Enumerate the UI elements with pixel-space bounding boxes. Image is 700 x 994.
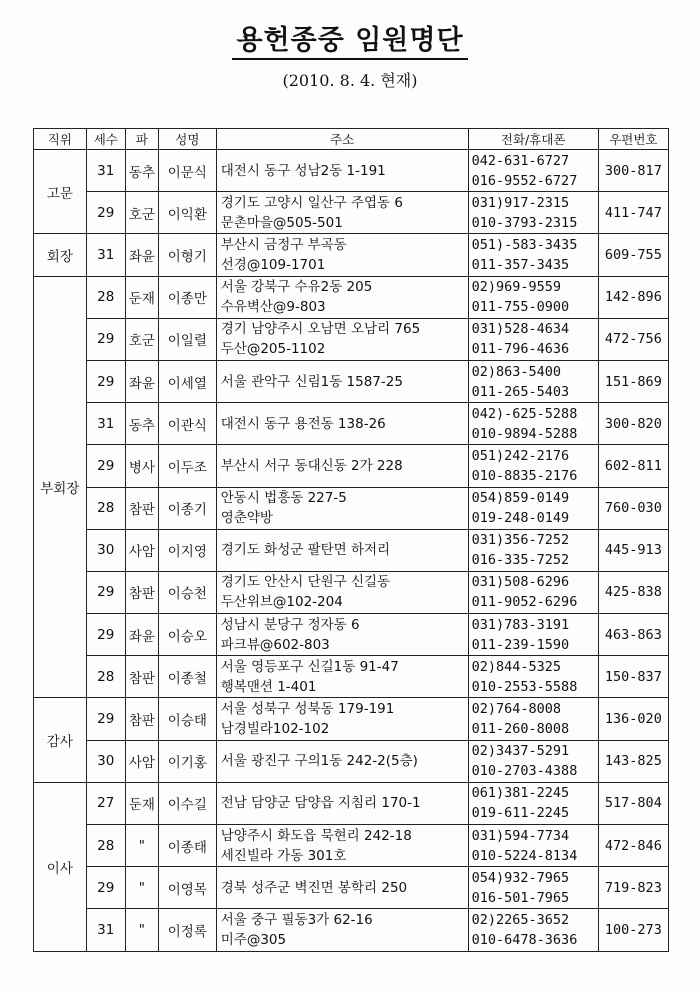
mobile-number: 010-5224-8134 <box>471 847 578 864</box>
phone-number: 02)3437-5291 <box>471 743 570 760</box>
zipcode-cell: 425-838 <box>598 571 668 613</box>
name-cell: 이종철 <box>158 656 216 698</box>
faction-cell: 참판 <box>125 571 158 613</box>
phone-cell <box>468 487 598 529</box>
mobile-number: 010-2553-5588 <box>471 678 578 695</box>
address-line: 서울 관악구 신림1동 1587-25 <box>220 373 403 390</box>
phone-number: 031)594-7734 <box>471 827 570 844</box>
name-cell: 이승천 <box>158 571 216 613</box>
mobile-number: 011-265-5403 <box>471 383 570 400</box>
address-cell <box>216 150 468 192</box>
mobile-number: 016-501-7965 <box>471 889 570 906</box>
faction-cell: " <box>125 909 158 951</box>
faction-cell: 참판 <box>125 656 158 698</box>
address-line: 행복맨션 1-401 <box>220 678 317 695</box>
phone-cell <box>468 825 598 867</box>
address-cell <box>216 782 468 824</box>
address-line: 부산시 금정구 부곡동 <box>220 236 347 253</box>
zipcode-cell: 472-756 <box>598 318 668 360</box>
address-cell <box>216 825 468 867</box>
table-row <box>34 360 669 402</box>
generation-cell: 28 <box>86 825 125 867</box>
zipcode-cell: 150-837 <box>598 656 668 698</box>
phone-number: 031)528-4634 <box>471 321 570 338</box>
name-cell: 이기홍 <box>158 740 216 782</box>
mobile-number: 016-9552-6727 <box>471 172 578 189</box>
address-line: 서울 광진구 구의1동 242-2(5층) <box>220 753 418 770</box>
address-line: 경기도 화성군 팔탄면 하저리 <box>220 542 391 559</box>
mobile-number: 010-6478-3636 <box>471 931 578 948</box>
generation-cell: 31 <box>86 909 125 951</box>
name-cell: 이지영 <box>158 529 216 571</box>
table-row <box>34 487 669 529</box>
mobile-number: 019-248-0149 <box>471 510 570 527</box>
address-cell <box>216 909 468 951</box>
faction-cell: 좌윤 <box>125 234 158 276</box>
phone-number: 02)863-5400 <box>471 363 562 380</box>
name-cell: 이수길 <box>158 782 216 824</box>
table-row <box>34 234 669 276</box>
mobile-number: 011-239-1590 <box>471 636 570 653</box>
generation-cell: 29 <box>86 571 125 613</box>
phone-number: 054)932-7965 <box>471 869 570 886</box>
zipcode-cell: 300-817 <box>598 150 668 192</box>
name-cell: 이종태 <box>158 825 216 867</box>
faction-cell: 호군 <box>125 192 158 234</box>
table-row <box>34 909 669 951</box>
name-cell: 이영목 <box>158 867 216 909</box>
address-line: 두산위브@102-204 <box>220 594 343 611</box>
mobile-number: 011-9052-6296 <box>471 594 578 611</box>
zipcode-cell: 300-820 <box>598 403 668 445</box>
faction-cell: " <box>125 867 158 909</box>
address-line: 대전시 동구 용전동 138-26 <box>220 415 386 432</box>
zipcode-cell: 142-896 <box>598 276 668 318</box>
address-line: 남양주시 화도읍 묵현리 242-18 <box>220 827 412 844</box>
generation-cell: 28 <box>86 276 125 318</box>
generation-cell: 29 <box>86 698 125 740</box>
zipcode-cell: 463-863 <box>598 614 668 656</box>
zipcode-cell: 609-755 <box>598 234 668 276</box>
address-cell <box>216 318 468 360</box>
table-row <box>34 150 669 192</box>
officer-roster-table <box>33 128 669 952</box>
address-cell <box>216 403 468 445</box>
document-title: 용헌종중 임원명단 <box>0 18 700 60</box>
mobile-number: 010-9894-5288 <box>471 425 578 442</box>
address-line: 파크뷰@602-803 <box>220 636 330 653</box>
phone-number: 031)917-2315 <box>471 194 570 211</box>
generation-cell: 29 <box>86 192 125 234</box>
name-cell: 이승오 <box>158 614 216 656</box>
zipcode-cell: 602-811 <box>598 445 668 487</box>
generation-cell: 29 <box>86 614 125 656</box>
phone-number: 042)-625-5288 <box>471 405 578 422</box>
phone-cell <box>468 403 598 445</box>
address-line: 경기 남양주시 오남면 오남리 765 <box>220 321 421 338</box>
header-name: 성명 <box>158 129 216 150</box>
mobile-number: 019-611-2245 <box>471 805 570 822</box>
name-cell: 이정록 <box>158 909 216 951</box>
phone-cell <box>468 276 598 318</box>
position-cell: 부회장 <box>34 276 87 698</box>
faction-cell: 사암 <box>125 740 158 782</box>
table-row <box>34 614 669 656</box>
phone-number: 031)508-6296 <box>471 574 570 591</box>
mobile-number: 016-335-7252 <box>471 552 570 569</box>
name-cell: 이익환 <box>158 192 216 234</box>
name-cell: 이문식 <box>158 150 216 192</box>
table-row <box>34 867 669 909</box>
table-row <box>34 656 669 698</box>
address-line: 서울 성북구 성북동 179-191 <box>220 701 395 718</box>
table-row <box>34 276 669 318</box>
faction-cell: 둔재 <box>125 276 158 318</box>
name-cell: 이종기 <box>158 487 216 529</box>
header-generation: 세수 <box>86 129 125 150</box>
address-line: 서울 영등포구 신길1동 91-47 <box>220 658 399 675</box>
phone-cell <box>468 909 598 951</box>
zipcode-cell: 143-825 <box>598 740 668 782</box>
name-cell: 이세열 <box>158 360 216 402</box>
address-line: 선경@109-1701 <box>220 256 326 273</box>
address-line: 대전시 동구 성남2동 1-191 <box>220 162 386 179</box>
phone-number: 02)764-8008 <box>471 701 562 718</box>
address-cell <box>216 740 468 782</box>
generation-cell: 30 <box>86 529 125 571</box>
address-line: 문촌마을@505-501 <box>220 214 343 231</box>
address-cell <box>216 192 468 234</box>
generation-cell: 27 <box>86 782 125 824</box>
position-cell: 감사 <box>34 698 87 782</box>
generation-cell: 31 <box>86 150 125 192</box>
faction-cell: 둔재 <box>125 782 158 824</box>
phone-number: 031)356-7252 <box>471 532 570 549</box>
phone-cell <box>468 740 598 782</box>
name-cell: 이두조 <box>158 445 216 487</box>
phone-cell <box>468 192 598 234</box>
address-cell <box>216 445 468 487</box>
table-row <box>34 403 669 445</box>
address-line: 경기도 안산시 단원구 신길동 <box>220 574 391 591</box>
name-cell: 이종만 <box>158 276 216 318</box>
phone-number: 061)381-2245 <box>471 785 570 802</box>
address-cell <box>216 614 468 656</box>
name-cell: 이형기 <box>158 234 216 276</box>
generation-cell: 29 <box>86 318 125 360</box>
phone-cell <box>468 867 598 909</box>
address-cell <box>216 656 468 698</box>
table-row <box>34 825 669 867</box>
phone-number: 051)242-2176 <box>471 447 570 464</box>
position-cell: 고문 <box>34 150 87 234</box>
phone-cell <box>468 318 598 360</box>
mobile-number: 010-2703-4388 <box>471 763 578 780</box>
faction-cell: 동추 <box>125 403 158 445</box>
address-cell <box>216 360 468 402</box>
mobile-number: 011-755-0900 <box>471 299 570 316</box>
position-cell: 회장 <box>34 234 87 276</box>
address-line: 부산시 서구 동대신동 2가 228 <box>220 457 403 474</box>
position-cell: 이사 <box>34 782 87 951</box>
table-header-row <box>34 129 669 150</box>
address-line: 세진빌라 가동 301호 <box>220 847 347 864</box>
address-line: 영춘약방 <box>220 510 273 527</box>
faction-cell: 호군 <box>125 318 158 360</box>
phone-cell <box>468 360 598 402</box>
generation-cell: 28 <box>86 487 125 529</box>
generation-cell: 30 <box>86 740 125 782</box>
address-line: 경기도 고양시 일산구 주엽동 6 <box>220 194 403 211</box>
zipcode-cell: 136-020 <box>598 698 668 740</box>
address-line: 수유벽산@9-803 <box>220 299 326 316</box>
name-cell: 이관식 <box>158 403 216 445</box>
zipcode-cell: 760-030 <box>598 487 668 529</box>
zipcode-cell: 151-869 <box>598 360 668 402</box>
header-position: 직위 <box>34 129 87 150</box>
faction-cell: 동추 <box>125 150 158 192</box>
zipcode-cell: 100-273 <box>598 909 668 951</box>
table-row <box>34 571 669 613</box>
phone-cell <box>468 614 598 656</box>
address-line: 전남 담양군 담양읍 지침리 170-1 <box>220 795 421 812</box>
address-cell <box>216 571 468 613</box>
zipcode-cell: 445-913 <box>598 529 668 571</box>
generation-cell: 29 <box>86 445 125 487</box>
phone-cell <box>468 445 598 487</box>
mobile-number: 010-8835-2176 <box>471 467 578 484</box>
generation-cell: 28 <box>86 656 125 698</box>
generation-cell: 31 <box>86 403 125 445</box>
address-line: 남경빌라102-102 <box>220 721 330 738</box>
header-phone: 전화/휴대폰 <box>468 129 598 150</box>
table-body <box>34 150 669 952</box>
faction-cell: 참판 <box>125 487 158 529</box>
phone-cell <box>468 529 598 571</box>
address-line: 서울 강북구 수유2동 205 <box>220 279 373 296</box>
table-row <box>34 192 669 234</box>
address-cell <box>216 487 468 529</box>
mobile-number: 010-3793-2315 <box>471 214 578 231</box>
faction-cell: 참판 <box>125 698 158 740</box>
phone-cell <box>468 571 598 613</box>
document-date: (2010. 8. 4. 현재) <box>282 71 418 90</box>
address-cell <box>216 276 468 318</box>
mobile-number: 011-260-8008 <box>471 721 570 738</box>
generation-cell: 29 <box>86 867 125 909</box>
faction-cell: 좌윤 <box>125 614 158 656</box>
phone-number: 02)844-5325 <box>471 658 562 675</box>
name-cell: 이승태 <box>158 698 216 740</box>
phone-number: 02)2265-3652 <box>471 911 570 928</box>
address-line: 서울 중구 필동3가 62-16 <box>220 911 373 928</box>
phone-cell <box>468 698 598 740</box>
header-faction: 파 <box>125 129 158 150</box>
phone-number: 051)-583-3435 <box>471 236 578 253</box>
phone-number: 02)969-9559 <box>471 279 562 296</box>
address-cell <box>216 867 468 909</box>
mobile-number: 011-357-3435 <box>471 256 570 273</box>
zipcode-cell: 719-823 <box>598 867 668 909</box>
address-cell <box>216 529 468 571</box>
phone-cell <box>468 782 598 824</box>
faction-cell: " <box>125 825 158 867</box>
address-cell <box>216 234 468 276</box>
address-cell <box>216 698 468 740</box>
zipcode-cell: 517-804 <box>598 782 668 824</box>
address-line: 경북 성주군 벽진면 봉학리 250 <box>220 879 408 896</box>
table-row <box>34 782 669 824</box>
phone-cell <box>468 150 598 192</box>
faction-cell: 사암 <box>125 529 158 571</box>
table-row <box>34 740 669 782</box>
zipcode-cell: 472-846 <box>598 825 668 867</box>
table-row <box>34 318 669 360</box>
table-row <box>34 698 669 740</box>
phone-cell <box>468 234 598 276</box>
address-line: 미주@305 <box>220 931 287 948</box>
header-zipcode: 우편번호 <box>598 129 668 150</box>
generation-cell: 29 <box>86 360 125 402</box>
phone-cell <box>468 656 598 698</box>
zipcode-cell: 411-747 <box>598 192 668 234</box>
table-row <box>34 445 669 487</box>
faction-cell: 병사 <box>125 445 158 487</box>
faction-cell: 좌윤 <box>125 360 158 402</box>
mobile-number: 011-796-4636 <box>471 341 570 358</box>
header-address: 주소 <box>216 129 468 150</box>
address-line: 성남시 분당구 정자동 6 <box>220 616 360 633</box>
phone-number: 042-631-6727 <box>471 152 570 169</box>
address-line: 두산@205-1102 <box>220 341 326 358</box>
address-line: 안동시 법흥동 227-5 <box>220 490 347 507</box>
phone-number: 054)859-0149 <box>471 490 570 507</box>
name-cell: 이일렬 <box>158 318 216 360</box>
table-row <box>34 529 669 571</box>
generation-cell: 31 <box>86 234 125 276</box>
phone-number: 031)783-3191 <box>471 616 570 633</box>
